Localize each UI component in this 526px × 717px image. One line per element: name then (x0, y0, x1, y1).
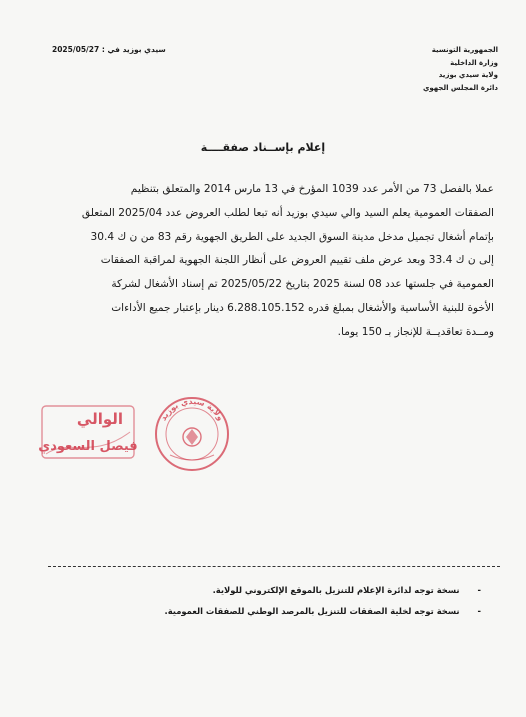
issuing-authority-header (423, 44, 498, 94)
body-line: بإتمام أشغال تجميل مدخل مدينة السوق الجديد على الطريق الجهوية رقم 83 من ن ك 30.4 (90, 230, 494, 243)
document-title: إعلام بإســناد صفقــــة (200, 141, 326, 154)
svg-text:فيصل السعودي: فيصل السعودي (38, 439, 138, 454)
governor-signature-stamp (38, 398, 138, 466)
svg-text:ولاية سيدي بوزيد: ولاية سيدي بوزيد (158, 396, 226, 423)
official-round-seal (152, 393, 232, 475)
body-line: الأخوة للبنية الأساسية والأشغال بمبلغ قدره 6.288.105.152 دينار بإعتبار جميع الأداءات (111, 301, 494, 314)
body-line: العمومية في جلستها عدد 08 لسنة 2025 بتاريخ 2025/05/22 تم إسناد الأشغال لشركة (111, 278, 494, 291)
body-line: الصفقات العمومية يعلم السيد والي سيدي بوزيد أنه تبعا لطلب العروض عدد 2025/04 المتعلق (81, 206, 494, 219)
header-line-department: دائرة المجلس الجهوي (423, 83, 498, 92)
body-line: إلى ن ك 33.4 وبعد عرض ملف تقييم العروض على أنظار اللجنة الجهوية لمراقبة الصفقات (100, 254, 494, 267)
footer-divider (48, 566, 500, 567)
bullet-dash-icon: - (477, 585, 481, 595)
header-line-republic: الجمهورية التونسية (431, 46, 498, 54)
note-item (165, 601, 481, 622)
note-item (165, 580, 481, 601)
note-text: نسخة توجه لدائرة الإعلام للتنزيل بالموقع الإلكتروني للولاية. (212, 585, 460, 595)
header-line-governorate: ولاية سيدي بوزيد (438, 71, 498, 79)
body-line: ومــدة تعاقديــة للإنجاز بـ 150 يوما. (337, 325, 494, 338)
distribution-notes (165, 580, 481, 622)
body-line: عملا بالفصل 73 من الأمر عدد 1039 المؤرخ في 13 مارس 2014 والمتعلق بتنظيم (130, 183, 494, 195)
note-text: نسخة توجه لخلية الصفقات للتنزيل بالمرصد الوطني للصفقات العمومية. (164, 606, 460, 616)
svg-text:الوالي: الوالي (76, 410, 124, 428)
announcement-body (28, 178, 494, 345)
bullet-dash-icon: - (477, 606, 481, 616)
place-and-date: سيدي بوزيد في : 2025/05/27 (52, 45, 166, 54)
header-line-ministry: وزارة الداخلية (450, 58, 498, 67)
